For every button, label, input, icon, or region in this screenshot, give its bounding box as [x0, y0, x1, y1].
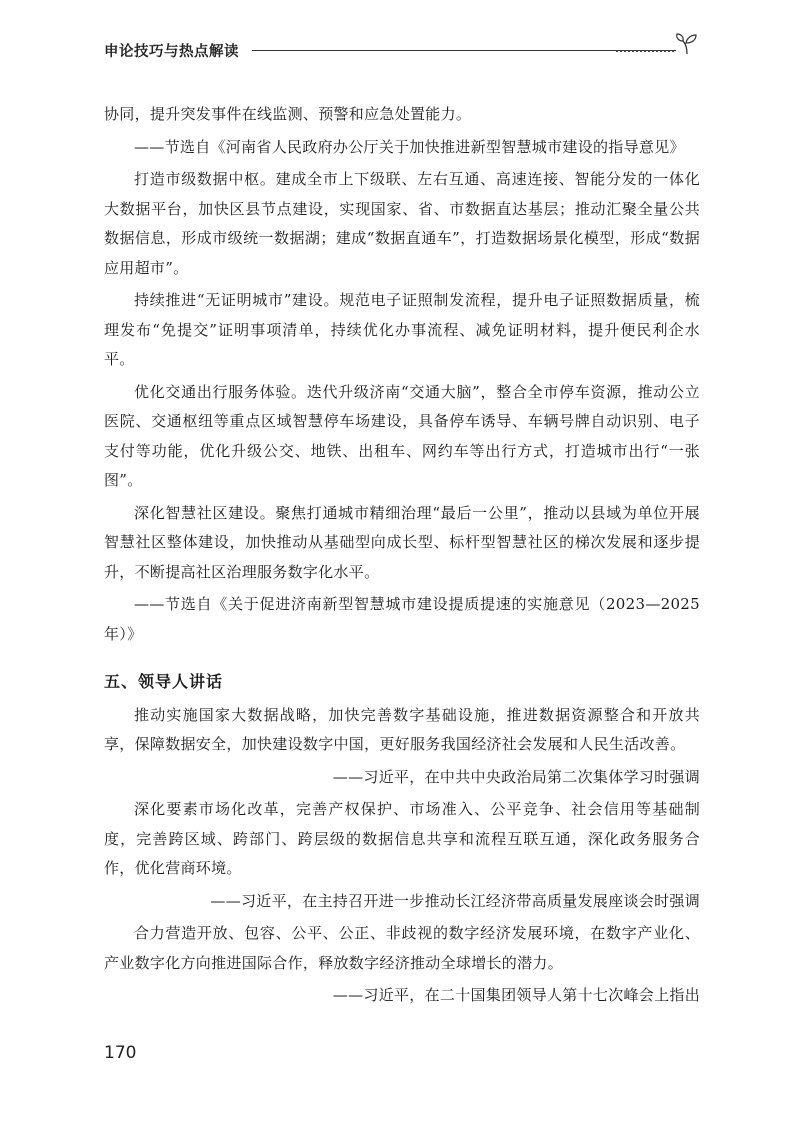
page-number: 170: [104, 1043, 137, 1063]
running-header: [104, 36, 700, 64]
speech-attribution: ——习近平，在二十国集团领导人第十七次峰会上指出: [332, 986, 700, 1004]
header-title: 申论技巧与热点解读: [104, 44, 239, 60]
speech-attribution: ——习近平，在中共中央政治局第二次集体学习时强调: [332, 767, 700, 786]
paragraph: 持续推进“无证明城市”建设。规范电子证照制发流程，提升电子证照数据质量，梳理发布“免提交”证明事项清单，持续优化办事流程、减免证明材料，提升便民利企水平。: [104, 291, 700, 368]
speech-attribution: ——习近平，在主持召开进一步推动长江经济带高质量发展座谈会时强调: [210, 891, 700, 910]
source-citation: ——节选自《河南省人民政府办公厅关于加快推进新型智慧城市建设的指导意见》: [134, 137, 685, 156]
paragraph-continuation: 协同，提升突发事件在线监测、预警和应急处置能力。: [104, 105, 472, 123]
paragraph: 合力营造开放、包容、公平、公正、非歧视的数字经济发展环境，在数字产业化、产业数字化方向推进国际合作，释放数字经济推动全球增长的潜力。: [104, 924, 700, 972]
paragraph: 打造市级数据中枢。建成全市上下级联、左右互通、高速连接、智能分发的一体化大数据平台，加快区县节点建设，实现国家、省、市数据直达基层；推动汇聚全量公共数据信息，形成市级统一数据湖；建成“数据直通车”，打造数据场景化模型，形成“数据应用超市”。: [104, 170, 700, 277]
header-rule: [252, 50, 676, 51]
header-dotted-rule: [616, 50, 676, 52]
section-heading: 五、领导人讲话: [104, 672, 224, 691]
paragraph: 优化交通出行服务体验。迭代升级济南“交通大脑”，整合全市停车资源，推动公立医院、交通枢纽等重点区域智慧停车场建设，具备停车诱导、车辆号牌自动识别、电子支付等功能，优化升级公交、地铁、出租车、网约车等出行方式，打造城市出行“一张图”。: [104, 382, 700, 489]
source-citation: ——节选自《关于促进济南新型智慧城市建设提质提速的实施意见（2023—2025年）》: [104, 595, 700, 643]
paragraph: 推动实施国家大数据战略，加快完善数字基础设施，推进数据资源整合和开放共享，保障数据安全，加快建设数字中国，更好服务我国经济社会发展和人民生活改善。: [104, 705, 700, 753]
page-body: [104, 100, 700, 1014]
sprout-icon: [674, 30, 700, 56]
paragraph: 深化要素市场化改革，完善产权保护、市场准入、公平竞争、社会信用等基础制度，完善跨区域、跨部门、跨层级的数据信息共享和流程互联互通，深化政务服务合作，优化营商环境。: [104, 800, 700, 877]
paragraph: 深化智慧社区建设。聚焦打通城市精细治理“最后一公里”，推动以县域为单位开展智慧社区整体建设，加快推动从基础型向成长型、标杆型智慧社区的梯次发展和逐步提升，不断提高社区治理服务数字化水平。: [104, 503, 700, 581]
